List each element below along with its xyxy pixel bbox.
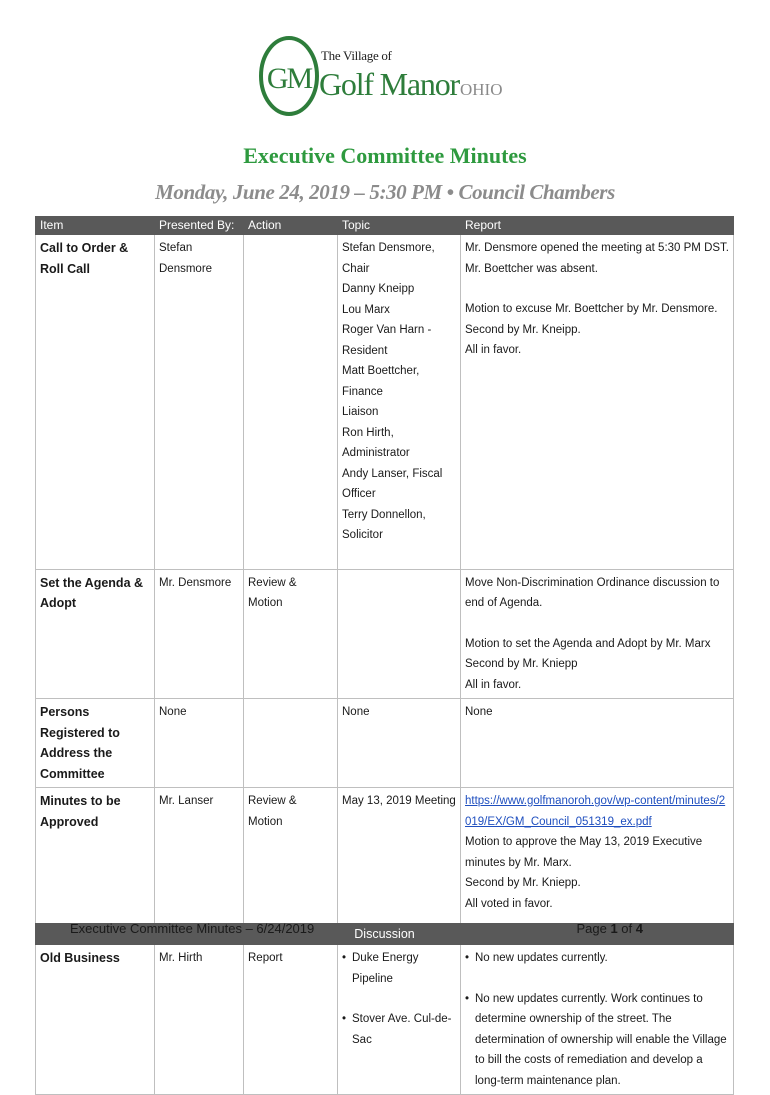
- item-cell: Persons Registered to Address the Committee: [36, 699, 155, 788]
- topic-cell: May 13, 2019 Meeting: [338, 788, 461, 924]
- item-cell: Old Business: [36, 945, 155, 1095]
- report-line: Second by Mr. Kneipp.: [465, 323, 581, 336]
- header-presented-by: Presented By:: [155, 216, 244, 235]
- item-cell: Call to Order & Roll Call: [36, 235, 155, 569]
- action-cell: Review & Motion: [244, 788, 338, 924]
- report-line: Motion to approve the May 13, 2019 Executive minutes by Mr. Marx.: [465, 836, 703, 869]
- bullet-icon: •: [465, 992, 470, 1005]
- attendee: Terry Donnellon, Solicitor: [342, 508, 426, 541]
- attendee: Andy Lanser, Fiscal Officer: [342, 467, 443, 500]
- table-header-row: [36, 216, 734, 235]
- logo-state: OHIO: [459, 80, 503, 99]
- table-row: [36, 235, 734, 569]
- svg-text:GM: GM: [266, 62, 312, 95]
- attendee: Danny Kneipp: [342, 283, 415, 295]
- logo-name: Golf ManorOHIO: [319, 66, 503, 102]
- attendee: Lou Marx: [342, 303, 390, 316]
- page-number: Page 1 of 4: [576, 921, 643, 936]
- table-row: [36, 699, 734, 788]
- report-line: Mr. Boettcher was absent.: [465, 262, 598, 275]
- presented-cell: Stefan Densmore: [155, 235, 244, 569]
- report-line: Mr. Densmore opened the meeting at 5:30 PM DST.: [465, 242, 729, 254]
- header-report: Report: [461, 216, 734, 235]
- table-row: [36, 788, 734, 924]
- report-line: Second by Mr. Kniepp.: [465, 877, 581, 889]
- report-line: Motion to set the Agenda and Adopt by Mr. Marx: [465, 637, 711, 650]
- action-cell: Review & Motion: [244, 569, 338, 699]
- bullet-icon: •: [465, 952, 470, 964]
- logo-village-text: The Village of: [321, 48, 392, 63]
- action-cell: Report: [244, 945, 338, 1095]
- presented-cell: Mr. Densmore: [155, 569, 244, 699]
- presented-cell: Mr. Lanser: [155, 788, 244, 924]
- report-cell: [461, 569, 734, 699]
- bullet-icon: •: [342, 1013, 347, 1025]
- report-line: Motion to excuse Mr. Boettcher by Mr. Densmore.: [465, 303, 718, 315]
- action-cell: [244, 699, 338, 788]
- table-row: [36, 569, 734, 699]
- topic-cell: [338, 569, 461, 699]
- item-cell: Set the Agenda & Adopt: [36, 569, 155, 699]
- report-line: All in favor.: [465, 344, 522, 356]
- report-line: All in favor.: [465, 678, 522, 691]
- attendee: Liaison: [342, 406, 379, 418]
- item-cell: Minutes to be Approved: [36, 788, 155, 924]
- bullet-item: • Stover Ave. Cul-de-Sac: [342, 1009, 456, 1050]
- footer-title: Executive Committee Minutes – 6/24/2019: [70, 921, 315, 936]
- report-line: All voted in favor.: [465, 897, 553, 910]
- report-cell: [461, 788, 734, 924]
- presented-cell: None: [155, 699, 244, 788]
- report-cell: [461, 235, 734, 569]
- attendee: Roger Van Harn - Resident: [342, 324, 432, 357]
- bullet-item: • No new updates currently.: [465, 948, 729, 969]
- action-cell: [244, 235, 338, 569]
- attendee: Matt Boettcher, Finance: [342, 365, 420, 398]
- topic-cell: None: [338, 699, 461, 788]
- attendee: Ron Hirth, Administrator: [342, 426, 410, 459]
- bullet-item: • No new updates currently. Work continues to determine ownership of the street. The determination of ownership will enable the Village to bill the costs of remediation and develop a long-term maintenance plan.: [465, 989, 729, 1092]
- presented-cell: Mr. Hirth: [155, 945, 244, 1095]
- report-line: Move Non-Discrimination Ordinance discussion to end of Agenda.: [465, 576, 720, 609]
- attendee: Stefan Densmore, Chair: [342, 242, 435, 275]
- topic-cell: [338, 235, 461, 569]
- document-subtitle: Monday, June 24, 2019 – 5:30 PM • Council Chambers: [155, 180, 615, 204]
- table-row: [36, 945, 734, 1095]
- report-cell: [461, 945, 734, 1095]
- header-item: Item: [36, 216, 155, 235]
- report-cell: None: [461, 699, 734, 788]
- discussion-label: Discussion: [36, 923, 734, 945]
- topic-cell: [338, 945, 461, 1095]
- document-title: Executive Committee Minutes: [243, 143, 527, 168]
- minutes-link[interactable]: https://www.golfmanoroh.gov/wp-content/minutes/2019/EX/GM_Council_051319_ex.pdf: [465, 795, 726, 828]
- gm-monogram-icon: [258, 34, 320, 120]
- village-logo: [258, 34, 503, 126]
- minutes-table: [35, 216, 734, 1095]
- bullet-item: • Duke Energy Pipeline: [342, 948, 456, 989]
- report-line: Second by Mr. Kniepp: [465, 658, 578, 670]
- bullet-icon: •: [342, 952, 347, 964]
- header-topic: Topic: [338, 216, 461, 235]
- header-action: Action: [244, 216, 338, 235]
